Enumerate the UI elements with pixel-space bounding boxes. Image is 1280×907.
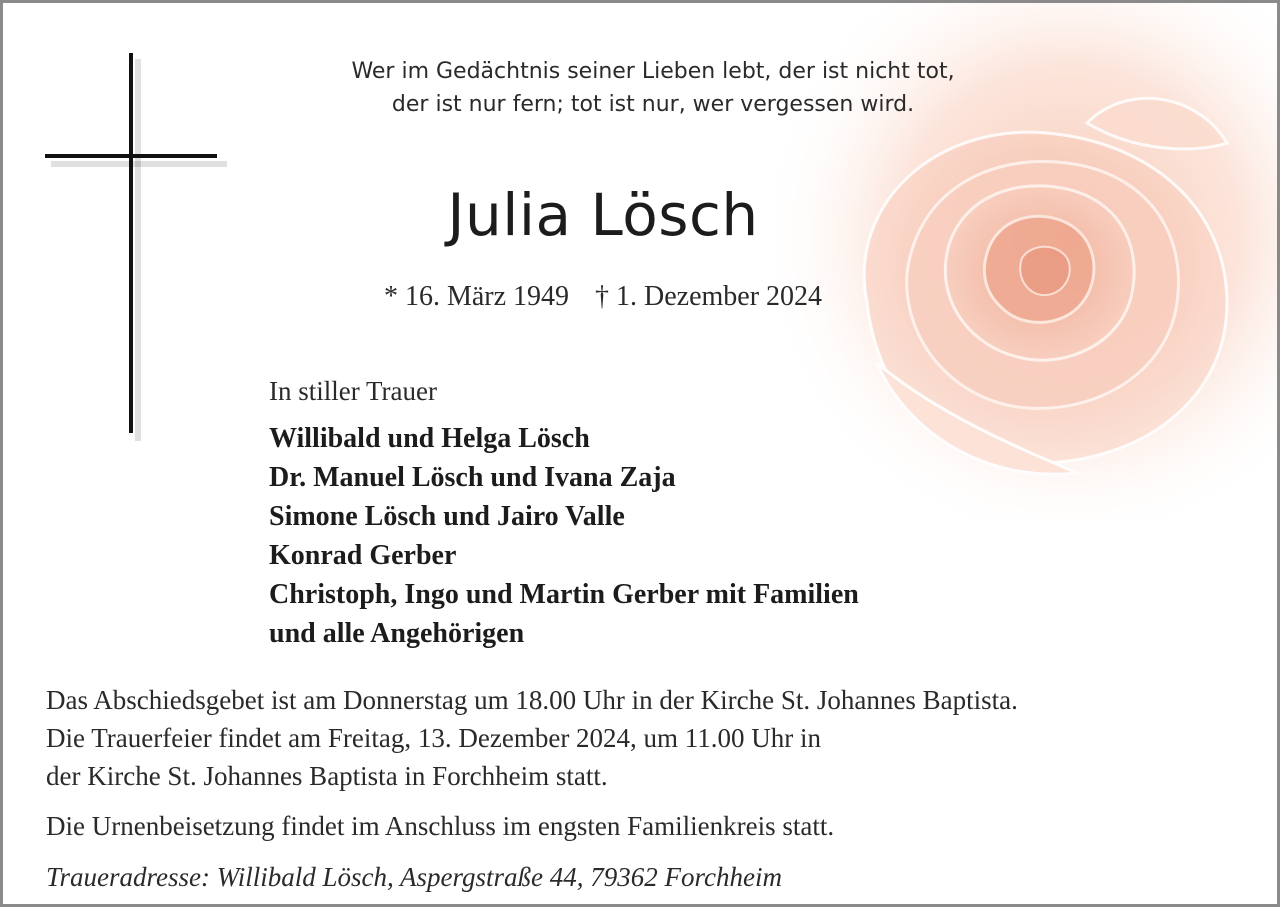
quote-line: der ist nur fern; tot ist nur, wer vergessen wird.	[391, 92, 915, 117]
mourning-label: In stiller Trauer	[269, 376, 437, 406]
mourner-name: Simone Lösch und Jairo Valle	[269, 501, 625, 532]
info-line: der Kirche St. Johannes Baptista in Forchheim statt.	[46, 761, 608, 791]
mourner-name: Willibald und Helga Lösch	[269, 423, 590, 454]
mourners-list	[269, 419, 859, 653]
mourner-name: und alle Angehörigen	[269, 618, 525, 649]
birth-date: * 16. März 1949	[383, 281, 570, 312]
life-dates	[303, 279, 903, 315]
deceased-name: Julia Lösch	[447, 181, 759, 249]
memorial-quote	[243, 55, 1063, 121]
mourner-name: Konrad Gerber	[269, 540, 457, 571]
urn-info: Die Urnenbeisetzung findet im Anschluss im engsten Familienkreis statt.	[46, 811, 835, 841]
info-line: Die Trauerfeier findet am Freitag, 13. Dezember 2024, um 11.00 Uhr in	[46, 723, 822, 753]
mourning-address: Traueradresse: Willibald Lösch, Aspergstraße 44, 79362 Forchheim	[46, 862, 782, 892]
info-line: Das Abschiedsgebet ist am Donnerstag um 18.00 Uhr in der Kirche St. Johannes Baptista.	[46, 685, 1018, 715]
death-date: † 1. Dezember 2024	[595, 281, 823, 312]
quote-line: Wer im Gedächtnis seiner Lieben lebt, der ist nicht tot,	[351, 59, 955, 84]
cross-icon	[43, 51, 233, 451]
mourner-name: Christoph, Ingo und Martin Gerber mit Familien	[269, 579, 859, 610]
ceremony-info	[46, 681, 1018, 845]
mourner-name: Dr. Manuel Lösch und Ivana Zaja	[269, 462, 676, 493]
